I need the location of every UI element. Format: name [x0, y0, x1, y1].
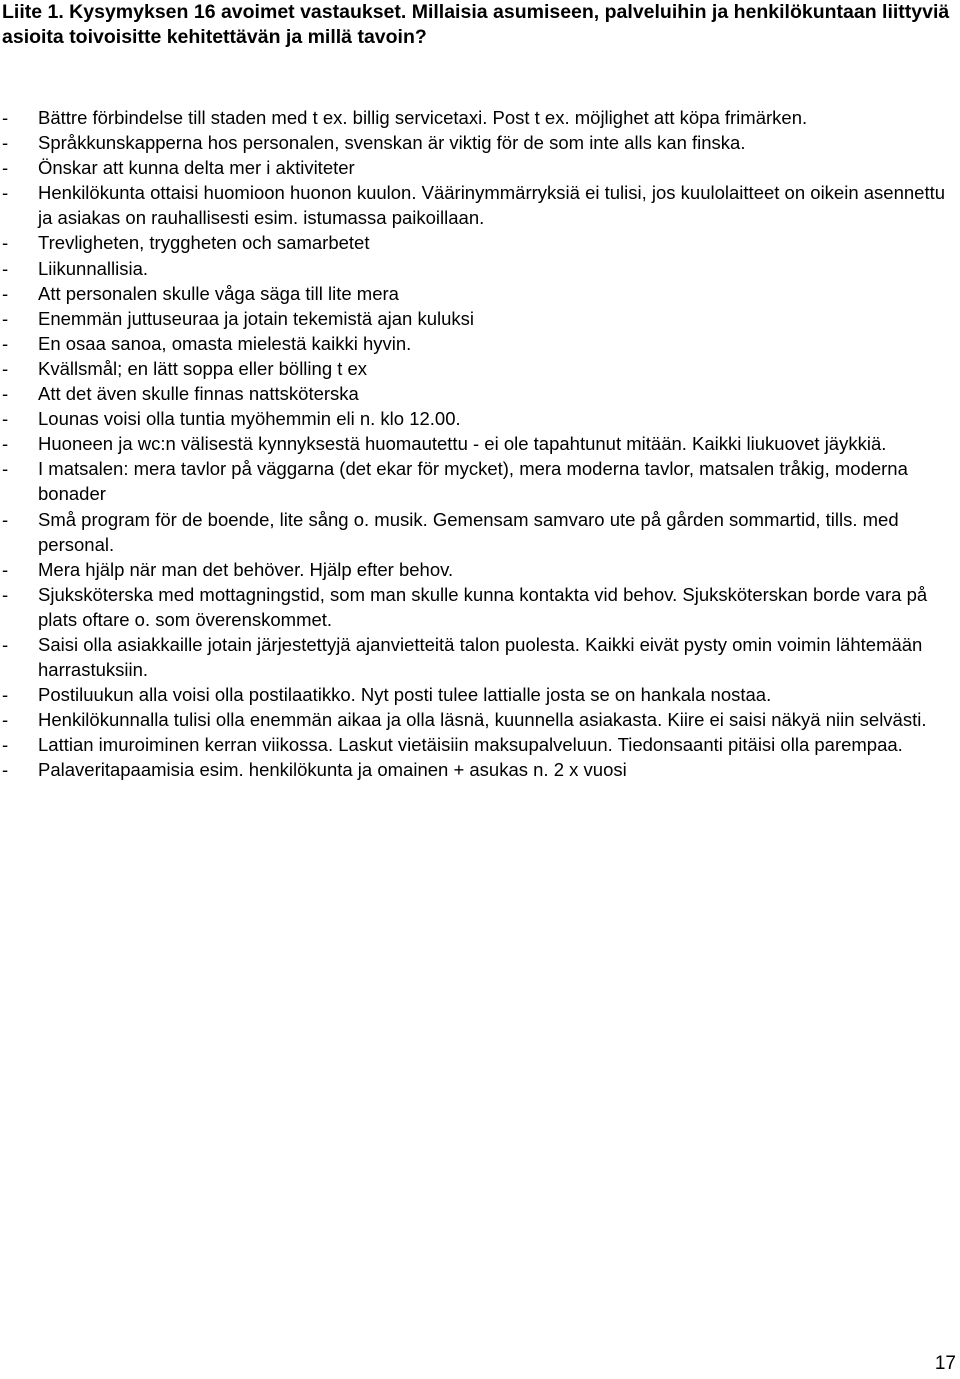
answer-text: Kvällsmål; en lätt soppa eller bölling t ex [38, 357, 368, 379]
answer-item [0, 281, 955, 306]
answer-item [0, 356, 955, 381]
answer-text: Huoneen ja wc:n välisestä kynnyksestä huomautettu - ei ole tapahtunut mitään. Kaikki liukuovet jäykkiä. [38, 433, 887, 455]
bullet-dash: - [2, 558, 9, 580]
answer-text: I matsalen: mera tavlor på väggarna (det ekar för mycket), mera moderna tavlor, matsalen tråkig, moderna bonader [38, 458, 908, 505]
answer-item [0, 406, 955, 431]
answer-item [0, 105, 955, 130]
bullet-dash: - [2, 508, 9, 530]
answer-item [0, 707, 955, 732]
bullet-dash: - [2, 383, 9, 405]
answer-text: Trevligheten, tryggheten och samarbetet [38, 232, 370, 254]
answer-text: Lounas voisi olla tuntia myöhemmin eli n. klo 12.00. [38, 408, 461, 430]
bullet-dash: - [2, 107, 9, 128]
answer-list [0, 105, 955, 783]
answer-text: Liikunnallisia. [38, 257, 149, 279]
bullet-dash: - [2, 257, 9, 279]
answer-item [0, 381, 955, 406]
bullet-dash: - [2, 734, 9, 756]
bullet-dash: - [2, 232, 9, 254]
answer-item [0, 757, 955, 782]
answer-text: Enemmän juttuseuraa ja jotain tekemistä ajan kuluksi [38, 307, 475, 329]
answer-text: Att personalen skulle våga säga till lite mera [38, 282, 399, 304]
answer-text: Lattian imuroiminen kerran viikossa. Laskut vietäisiin maksupalveluun. Tiedonsaanti pitäisi olla parempaa. [38, 734, 903, 756]
bullet-dash: - [2, 307, 9, 329]
bullet-dash: - [2, 282, 9, 304]
answer-text: Önskar att kunna delta mer i aktiviteter [38, 157, 355, 179]
bullet-dash: - [2, 157, 9, 179]
answer-text: Saisi olla asiakkaille jotain järjestettyjä ajanvietteitä talon puolesta. Kaikki eivät pysty omin voimin lähtemään harrastuksiin. [38, 633, 923, 681]
answer-text: En osaa sanoa, omasta mielestä kaikki hyvin. [38, 332, 412, 354]
answer-item [0, 732, 955, 757]
answer-text: Sjuksköterska med mottagningstid, som man skulle kunna kontakta vid behov. Sjuksköterskan borde vara på plats oftare o. som överenskommet. [38, 583, 928, 630]
bullet-dash: - [2, 583, 9, 605]
bullet-dash: - [2, 759, 9, 781]
answer-item [0, 155, 955, 180]
bullet-dash: - [2, 332, 9, 354]
answer-item [0, 306, 955, 331]
bullet-dash: - [2, 357, 9, 379]
answer-text: Postiluukun alla voisi olla postilaatikko. Nyt posti tulee lattialle josta se on hankala nostaa. [38, 684, 772, 706]
bullet-dash: - [2, 433, 9, 455]
answer-item [0, 256, 955, 281]
bullet-dash: - [2, 709, 9, 731]
answer-item [0, 456, 955, 506]
answer-item [0, 582, 955, 632]
answer-text: Mera hjälp när man det behöver. Hjälp efter behov. [38, 558, 454, 580]
answer-text: Att det även skulle finnas nattsköterska [38, 383, 359, 405]
answer-text: Små program för de boende, lite sång o. musik. Gemensam samvaro ute på gården sommartid, tills. med personal. [38, 508, 899, 555]
answer-item [0, 557, 955, 582]
bullet-dash: - [2, 458, 9, 480]
answer-item [0, 180, 955, 230]
answer-item [0, 331, 955, 356]
answer-item [0, 130, 955, 155]
bullet-dash: - [2, 633, 9, 655]
answer-item [0, 507, 955, 557]
bullet-dash: - [2, 132, 9, 154]
answer-item [0, 431, 955, 456]
answer-text: Henkilökunnalla tulisi olla enemmän aikaa ja olla läsnä, kuunnella asiakasta. Kiire ei saisi näkyä niin selvästi. [38, 709, 927, 731]
bullet-dash: - [2, 408, 9, 430]
answer-text: Bättre förbindelse till staden med t ex. billig servicetaxi. Post t ex. möjlighet att köpa frimärken. [38, 107, 808, 128]
page-heading: Liite 1. Kysymyksen 16 avoimet vastaukset. Millaisia asumiseen, palveluihin ja henkilökuntaan liittyviä asioita toivoisitte kehitettävän ja millä tavoin? [2, 1, 950, 48]
answer-item [0, 230, 955, 255]
bullet-dash: - [2, 182, 9, 204]
answer-text: Språkkunskapperna hos personalen, svenskan är viktig för de som inte alls kan finska. [38, 132, 746, 154]
page-number: 17 [934, 1353, 956, 1374]
answer-item [0, 632, 955, 682]
answer-item [0, 682, 955, 707]
answer-text: Henkilökunta ottaisi huomioon huonon kuulon. Väärinymmärryksiä ei tulisi, jos kuulolaitteet on oikein asennettu ja asiakas on rauhallisesti esim. istumassa paikoillaan. [38, 182, 946, 229]
answer-text: Palaveritapaamisia esim. henkilökunta ja omainen + asukas n. 2 x vuosi [38, 759, 627, 781]
bullet-dash: - [2, 684, 9, 706]
